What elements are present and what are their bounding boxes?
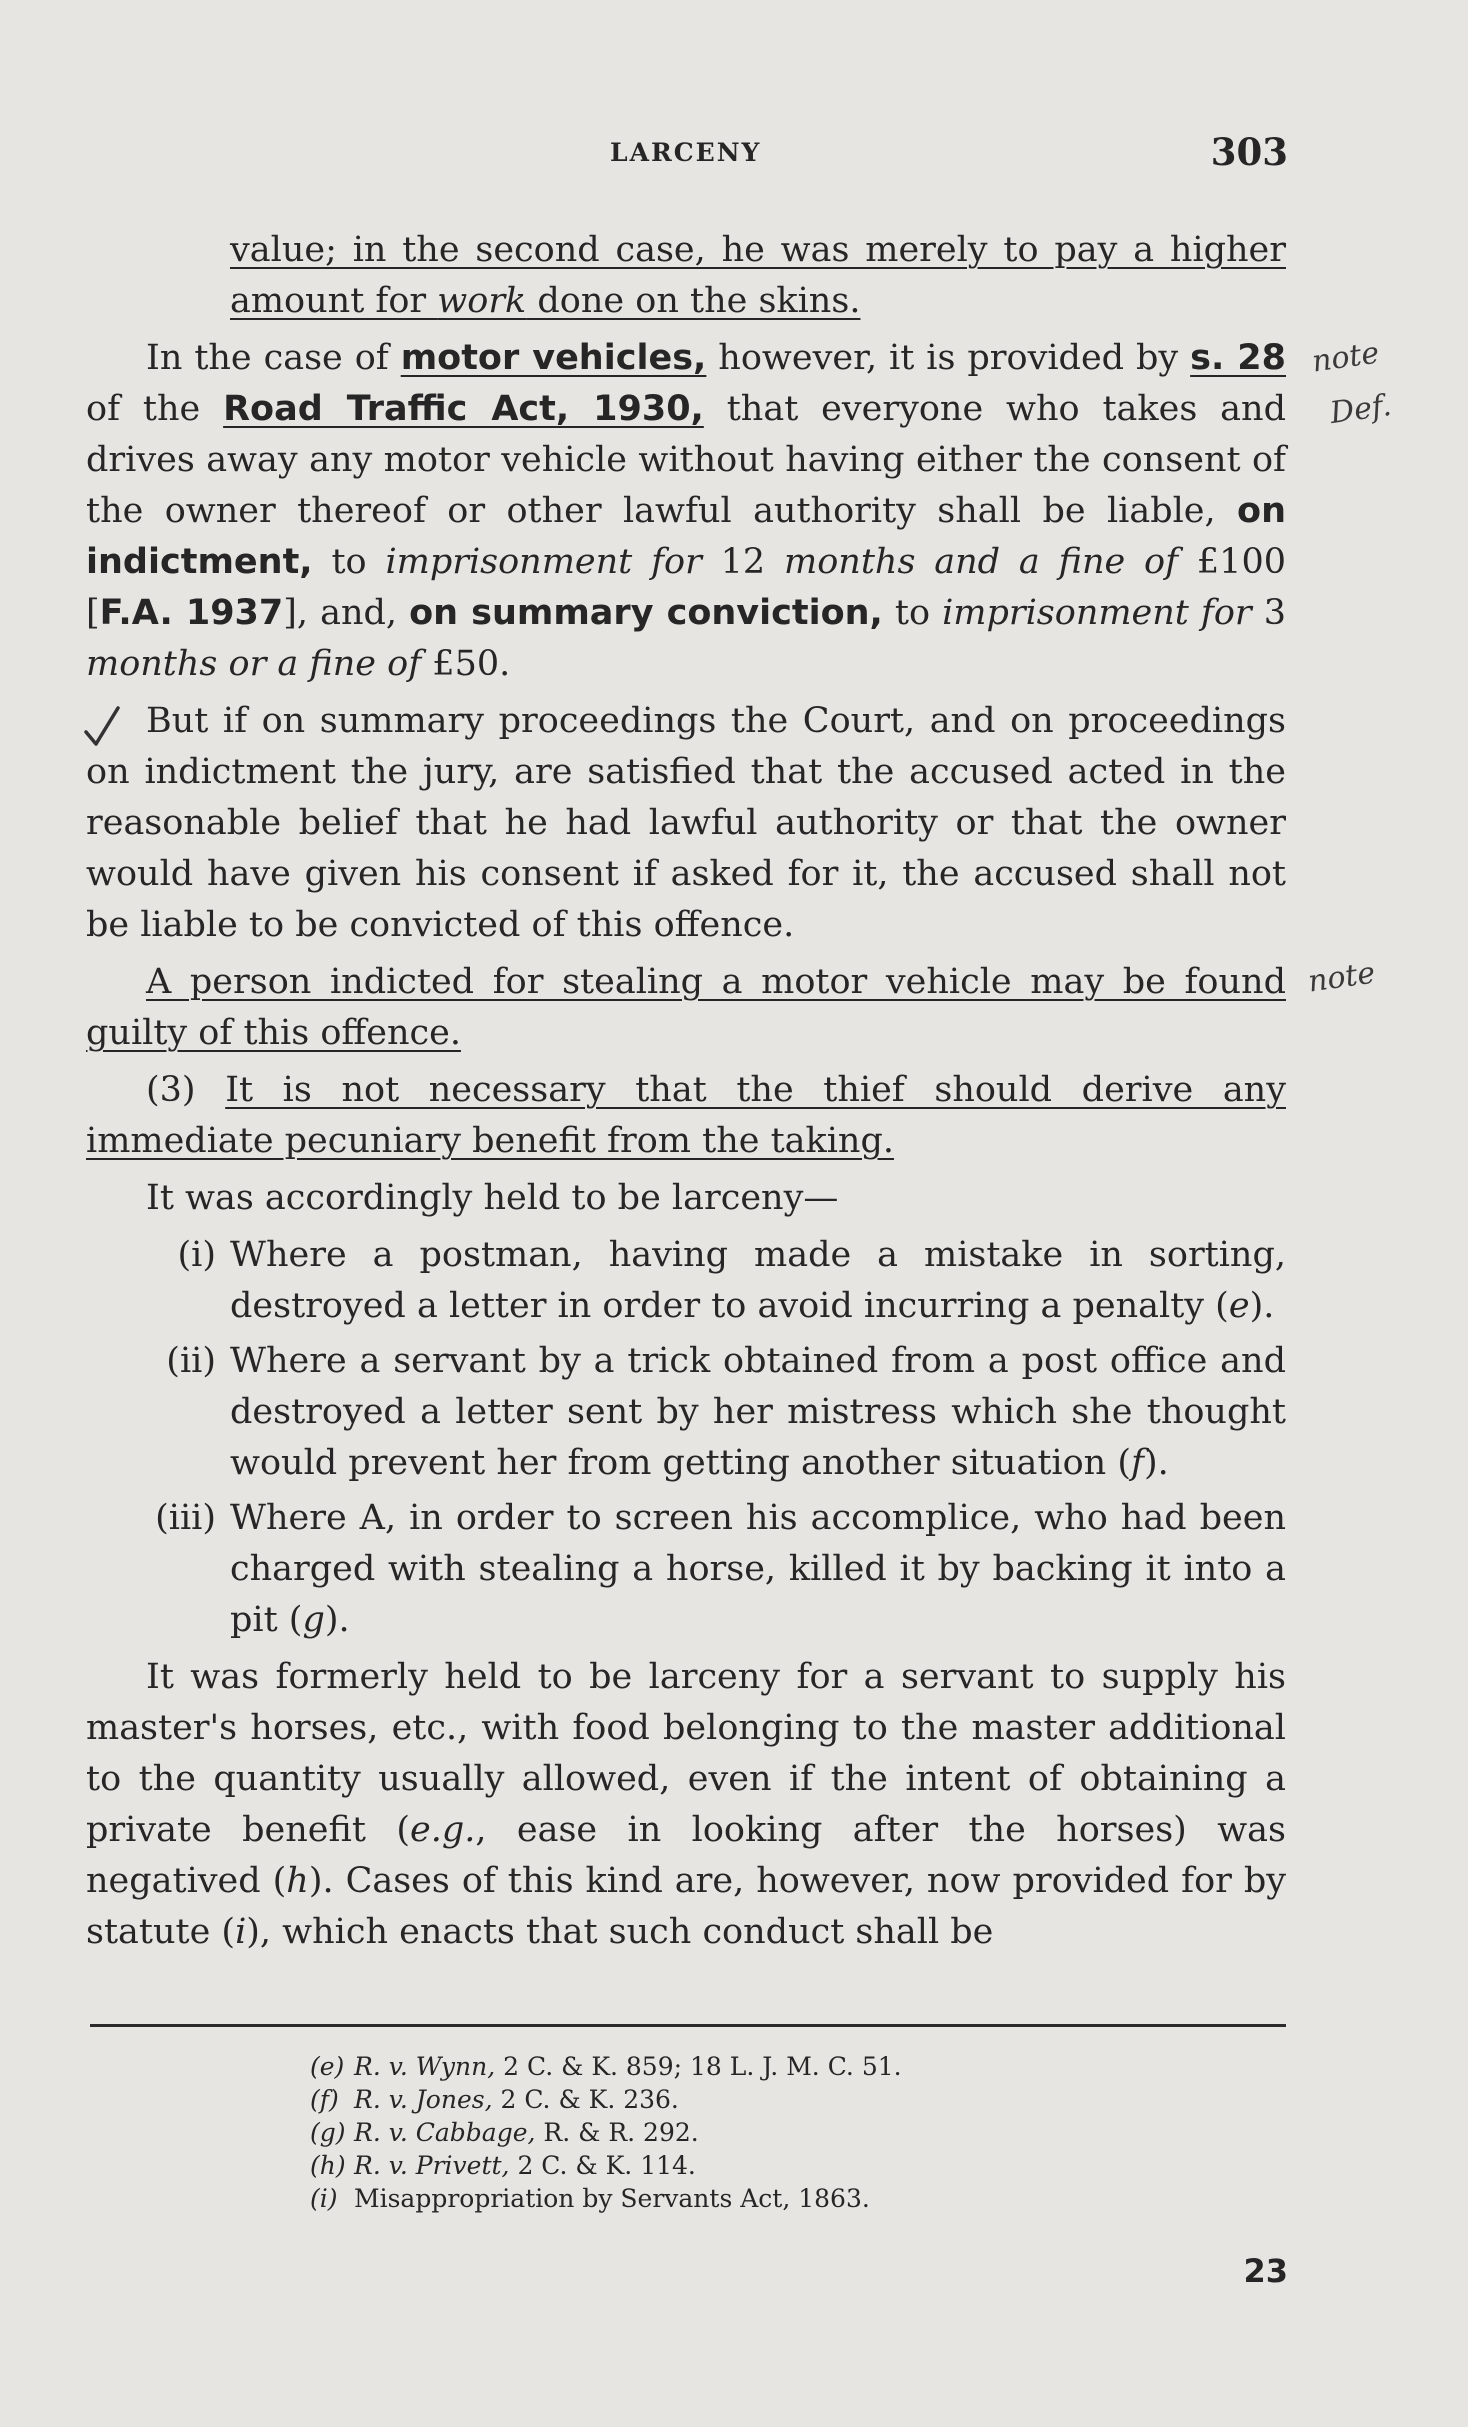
paragraph-motor-vehicles: In the case of motor vehicles, however, it is provided by s. 28 of the Road Traffic Act, 1930, that everyone who takes and drives away any motor vehicle without having either the consent of the owner thereof or other lawful authority shall be liable, on indictment, to imprisonment for 12 months and a fine of £100 [F.A. 1937], and, on summary conviction, to imprisonment for 3 months or a fine of £50.	[86, 338, 1287, 684]
tick-mark-icon	[82, 704, 122, 748]
footnote: (i) Misappropriation by Servants Act, 1863.	[310, 2184, 870, 2213]
running-title: LARCENY	[610, 138, 762, 167]
footnote: (g) R. v. Cabbage, R. & R. 292.	[310, 2118, 699, 2147]
footnotes	[310, 2050, 1210, 2215]
body-text	[86, 225, 1286, 1964]
paragraph-pecuniary-benefit: (3) It is not necessary that the thief should derive any immediate pecuniary benefit from the taking.	[86, 1070, 1286, 1161]
footnote: (e) R. v. Wynn, 2 C. & K. 859; 18 L. J. M. C. 51.	[310, 2052, 902, 2081]
handwritten-note: Def.	[1327, 387, 1394, 432]
handwritten-note: note	[1305, 955, 1378, 1000]
signature-mark: 23	[1243, 2252, 1288, 2290]
page-number: 303	[1210, 130, 1288, 174]
paragraph-formerly-held: It was formerly held to be larceny for a servant to supply his master's horses, etc., with food belonging to the master additional to the quantity usually allowed, even if the intent of obtaining a private benefit (e.g., ease in looking after the horses) was negatived (h). Cases of this kind are, however, now provided for by statute (i), which enacts that such conduct shall be	[86, 1657, 1287, 1952]
paragraph-held-larceny: It was accordingly held to be larceny—	[146, 1178, 839, 1218]
paragraph-indicted: A person indicted for stealing a motor vehicle may be found guilty of this offence.	[86, 962, 1286, 1053]
handwritten-note: note	[1309, 335, 1382, 380]
footnote: (f) R. v. Jones, 2 C. & K. 236.	[310, 2085, 679, 2114]
paragraph-reasonable-belief: But if on summary proceedings the Court, and on proceedings on indictment the jury, are satisfied that the accused acted in the reasonable belief that he had lawful authority or that the owner would have given his consent if asked for it, the accused shall not be liable to be convicted of this offence.	[86, 701, 1286, 945]
list-item: (i) Where a postman, having made a mistake in sorting, destroyed a letter in order to avoid incurring a penalty (e).	[177, 1235, 1286, 1326]
paragraph-continued: value; in the second case, he was merely to pay a higher amount for work done on the skins.	[230, 230, 1286, 321]
list-item: (iii) Where A, in order to screen his accomplice, who had been charged with stealing a horse, killed it by backing it into a pit (g).	[155, 1498, 1286, 1640]
running-header	[0, 130, 1468, 180]
footnote: (h) R. v. Privett, 2 C. & K. 114.	[310, 2151, 696, 2180]
footnote-rule	[90, 2024, 1286, 2027]
list-item: (ii) Where a servant by a trick obtained from a post office and destroyed a letter sent by her mistress which she thought would prevent her from getting another situation (f).	[166, 1341, 1286, 1483]
case-list	[86, 1230, 1286, 1646]
